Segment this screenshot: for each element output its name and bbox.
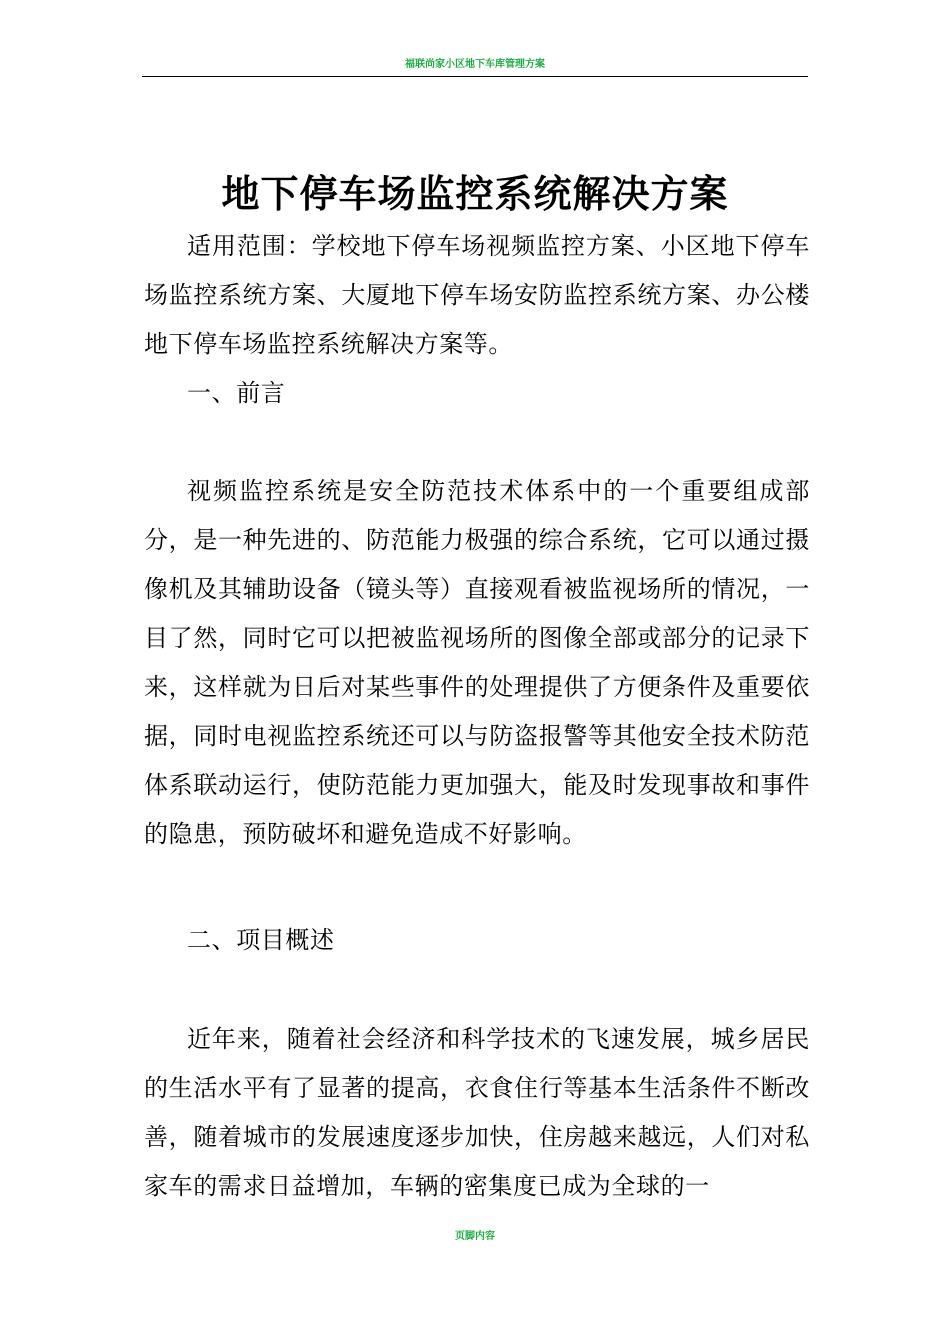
page-header-text: 福联尚家小区地下车库管理方案 — [405, 59, 545, 70]
preface-paragraph: 视频监控系统是安全防范技术体系中的一个重要组成部分，是一种先进的、防范能力极强的综合系统，它可以通过摄像机及其辅助设备（镜头等）直接观看被监视场所的情况，一目了然，同时它可以把被监视场所的图像全部或部分的记录下来，这样就为日后对某些事件的处理提供了方便条件及重要依据，同时电视监控系统还可以与防盗报警等其他安全技术防范体系联动运行，使防范能力更加强大，能及时发现事故和事件的隐患，预防破坏和避免造成不好影响。 — [144, 477, 810, 848]
header-divider — [142, 76, 808, 77]
section-heading-overview: 二、项目概述 — [187, 926, 335, 954]
overview-paragraph: 近年来，随着社会经济和科学技术的飞速发展，城乡居民的生活水平有了显著的提高，衣食住行等基本生活条件不断改善，随着城市的发展速度逐步加快，住房越来越远，人们对私家车的需求日益增加，车辆的密集度已成为全球的一 — [144, 1025, 810, 1200]
scope-paragraph: 适用范围：学校地下停车场视频监控方案、小区地下停车场监控系统方案、大厦地下停车场安防监控系统方案、办公楼地下停车场监控系统解决方案等。 — [144, 232, 810, 358]
document-title: 地下停车场监控系统解决方案 — [221, 171, 729, 217]
section-heading-preface: 一、前言 — [187, 379, 286, 407]
page-footer-text: 页脚内容 — [455, 1231, 495, 1242]
